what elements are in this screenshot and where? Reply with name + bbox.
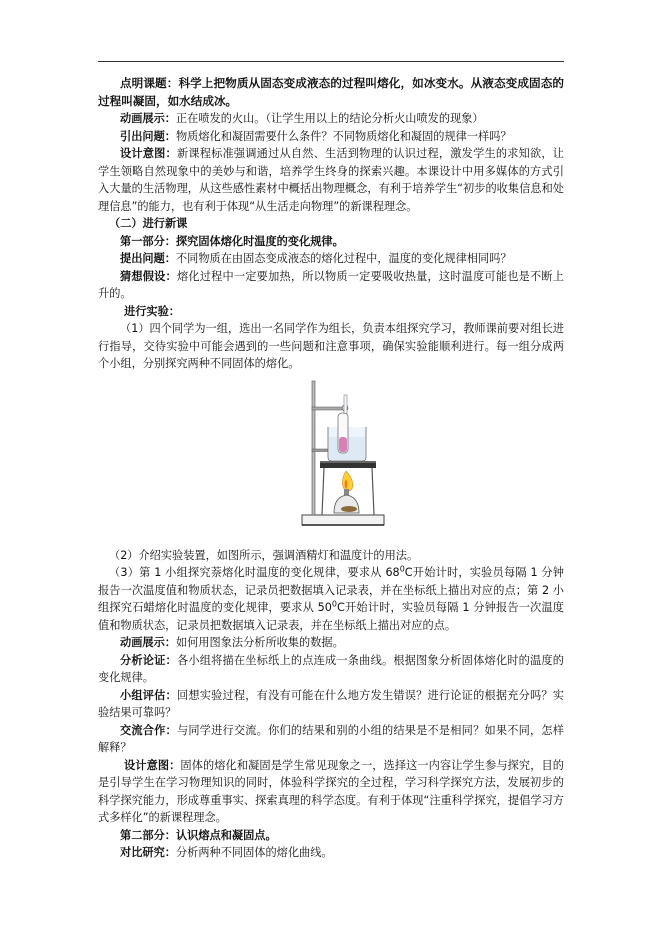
part-one-heading: 第一部分：探究固体熔化时温度的变化规律。 (120, 234, 344, 248)
text-evaluation: 回想实验过程，有没有可能在什么地方发生错误？进行论证的根据充分吗？实验结果可靠吗？ (98, 688, 564, 719)
label-analysis: 分析论证： (120, 653, 177, 667)
text-analysis: 各小组将描在坐标纸上的点连成一条曲线。根据图象分析固体熔化时的温度的变化规律。 (98, 653, 564, 684)
label-topic: 点明课题： (120, 76, 179, 90)
paragraph-animation-graph (98, 634, 564, 652)
paragraph-evaluation (98, 687, 564, 722)
label-animation-graph: 动画展示： (120, 636, 176, 649)
paragraph-lesson-topic (98, 74, 564, 110)
experiment-apparatus-figure (98, 375, 564, 543)
paragraph-design-intent-2 (98, 757, 564, 827)
label-animation: 动画展示： (120, 112, 176, 125)
degree-symbol-2: 0 (331, 599, 338, 609)
text-topic: 科学上把物质从固态变成液态的过程叫熔化，如冰变水。从液态变成固态的过程叫凝固，如水结成冰。 (98, 76, 564, 108)
text-comparison: 分析两种不同固体的熔化曲线。 (175, 846, 333, 859)
experiment-heading: 进行实验： (124, 304, 180, 318)
paragraph-hypothesis (98, 268, 564, 303)
label-cooperation: 交流合作： (120, 723, 177, 737)
document-body (98, 74, 564, 862)
paragraph-design-intent-1 (98, 145, 564, 215)
label-design-intent-1: 设计意图： (120, 147, 177, 160)
paragraph-step-2: （2）介绍实验装置，如图所示，强调酒精灯和温度计的用法。 (109, 548, 419, 562)
paragraph-step-3 (98, 564, 564, 634)
paragraph-analysis (98, 652, 564, 687)
header-rule (98, 61, 564, 62)
label-comparison: 对比研究： (120, 846, 176, 859)
text-step-3-b: C开始计时，实验员每隔 1 分钟报告一次温度值和物质状态，记录员把数据填入记录表，并在坐标纸上描出对应的点；第 2 小组探究石蜡熔化时温度的变化规律，要求从 50 (98, 566, 564, 614)
paragraph-cooperation (98, 722, 564, 757)
paragraph-animation-volcano (98, 110, 564, 128)
text-question: 物质熔化和凝固需要什么条件？不同物质熔化和凝固的规律一样吗？ (175, 129, 512, 143)
text-step-3-a: （3）第 1 小组探究萘熔化时温度的变化规律，要求从 68 (109, 566, 400, 579)
text-pose-question: 不同物质在由固态变成液态的熔化过程中，温度的变化规律相同吗？ (175, 252, 512, 265)
text-animation-graph: 如何用图象法分析所收集的数据。 (175, 636, 344, 649)
degree-symbol-1: 0 (399, 564, 405, 574)
paragraph-comparison (98, 844, 564, 862)
label-hypothesis: 猜想假设： (120, 269, 177, 283)
label-pose-question: 提出问题： (120, 252, 176, 265)
label-evaluation: 小组评估： (120, 688, 177, 702)
paragraph-question (98, 128, 564, 146)
apparatus-illustration (298, 375, 388, 541)
text-cooperation: 与同学进行交流。你们的结果和别的小组的结果是不是相同？如果不同，怎样解释？ (98, 723, 564, 754)
text-animation: 正在喷发的火山。（让学生用以上的结论分析火山喷发的现象） (175, 112, 484, 125)
text-design-intent-2: 固体的熔化和凝固是学生常见现象之一，选择这一内容让学生参与探究，目的是引导学生在学习物理知识的同时，体验科学探究的全过程，学习科学探究方法，发展初步的科学探究能力，形成尊重事实、探索真理的科学态度。有利于体现“注重科学探究，提倡学习方式多样化”的新课程理念。 (98, 758, 564, 824)
text-step-3-c: C开始计时，实验员每隔 1 分钟报告一次温度值和物质状态，记录员把数据填入记录表，并在坐标纸上描出对应的点。 (98, 601, 564, 632)
section-heading-new-lesson: （二）进行新课 (109, 217, 188, 230)
paragraph-pose-question (98, 250, 564, 268)
label-question: 引出问题： (120, 129, 176, 143)
paragraph-step-1: （1）四个同学为一组，选出一名同学作为组长，负责本组探究学习，教师课前要对组长进行指导，交待实验中可能会遇到的一些问题和注意事项，确保实验能顺利进行。每一组分成两个小组，分别探究两种不同固体的熔化。 (98, 322, 564, 370)
text-hypothesis: 熔化过程中一定要加热，所以物质一定要吸收热量，这时温度可能也是不断上升的。 (98, 269, 564, 300)
part-two-heading: 第二部分：认识熔点和凝固点。 (120, 828, 277, 842)
label-design-intent-2: 设计意图： (124, 758, 181, 772)
text-design-intent-1: 新课程标准强调通过从自然、生活到物理的认识过程，激发学生的求知欲，让学生领略自然现象中的美妙与和谐，培养学生终身的探索兴趣。本课设计中用多媒体的方式引入大量的生活物理，从这些感性素材中概括出物理概念，有利于培养学生“初步的收集信息和处理信息”的能力，也有利于体现“从生活走向物理”的新课程理念。 (98, 147, 564, 213)
